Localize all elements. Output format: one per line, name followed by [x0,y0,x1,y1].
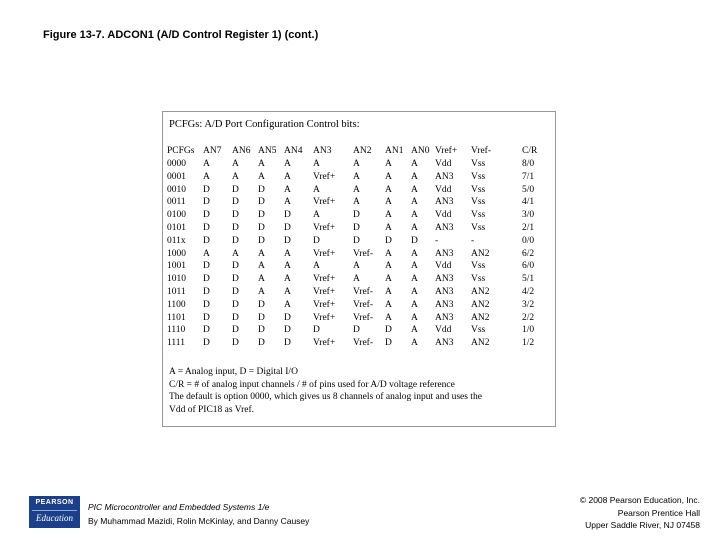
table-cell: A [385,299,392,310]
table-cell: D [232,312,239,323]
table-cell: D [203,274,210,285]
table-cell: A [313,210,320,221]
table-cell: A [284,184,291,195]
table-cell: Vss [471,184,486,195]
table-cell: D [232,210,239,221]
table-cell: A [313,159,320,169]
pearson-logo [29,496,80,528]
table-row [167,184,548,197]
table-row [167,273,548,286]
table-cell: D [353,210,360,221]
table-cell: Vss [471,325,486,336]
table-cell: AN3 [435,248,454,259]
table-cell: D [284,210,291,221]
table-cell: 0100 [167,210,186,221]
table-cell: AN2 [471,338,490,349]
table-row [167,209,548,222]
table-cell: A [353,171,360,182]
table-cell: D [258,299,265,310]
table-cell: AN3 [435,338,454,349]
table-cell: 2/2 [522,312,535,323]
table-cell: D [203,299,210,310]
table-cell: A [411,312,418,323]
table-cell: A [284,299,291,310]
table-cell: D [232,325,239,336]
table-cell: A [411,171,418,182]
publisher-line: Pearson Prentice Hall [617,507,700,518]
note-line: A = Analog input, D = Digital I/O [169,367,298,377]
table-cell: D [284,222,291,233]
table-cell: Vref- [353,312,373,323]
column-header: PCFGs [167,146,195,157]
table-cell: A [385,274,392,285]
book-title: PIC Microcontroller and Embedded Systems 1/e [88,502,270,512]
table-cell: 4/1 [522,197,535,208]
table-cell: A [411,325,418,336]
table-cell: D [411,235,418,246]
table-row [167,260,548,273]
table-cell: 1110 [167,325,186,336]
table-cell: D [203,338,210,349]
table-cell: A [232,248,239,259]
table-cell: D [385,325,392,336]
table-cell: D [232,286,239,297]
table-cell: 2/1 [522,222,535,233]
table-cell: D [313,235,320,246]
table-cell: 0/0 [522,235,535,246]
table-cell: A [353,197,360,208]
logo-text-bottom: Education [36,513,73,523]
table-cell: A [411,248,418,259]
table-cell: Vss [471,261,486,272]
table-cell: A [203,171,210,182]
table-cell: 1101 [167,312,186,323]
table-cell: D [232,338,239,349]
table-cell: 0010 [167,184,186,195]
figure-panel [162,111,556,427]
table-cell: D [353,222,360,233]
table-row [167,337,548,350]
table-cell: 1011 [167,286,186,297]
table-cell: A [284,248,291,259]
table-cell: A [313,184,320,195]
table-cell: A [203,248,210,259]
table-cell: AN3 [435,312,454,323]
table-cell: 0011 [167,197,186,208]
table-cell: Vref+ [313,338,336,349]
table-cell: D [203,197,210,208]
column-header: AN6 [232,146,251,157]
table-cell: 5/1 [522,274,535,285]
table-cell: 1/0 [522,325,535,336]
table-cell: A [284,197,291,208]
table-row [167,324,548,337]
table-cell: A [258,261,265,272]
table-cell: 0101 [167,222,186,233]
pcfg-body [167,158,548,350]
table-cell: D [232,261,239,272]
table-cell: D [313,325,320,336]
table-cell: D [258,325,265,336]
column-header: AN5 [258,146,277,157]
table-cell: D [385,338,392,349]
column-header: C/R [522,146,538,157]
table-row [167,171,548,184]
table-cell: 5/0 [522,184,535,195]
table-cell: A [258,159,265,169]
table-cell: A [411,286,418,297]
table-cell: AN3 [435,222,454,233]
table-cell: D [385,235,392,246]
table-cell: AN3 [435,197,454,208]
figure-heading: PCFGs: A/D Port Configuration Control bits: [169,119,360,130]
table-cell: D [353,325,360,336]
table-cell: D [284,338,291,349]
table-cell: Vdd [435,325,452,336]
column-header: AN1 [385,146,404,157]
table-cell: D [203,286,210,297]
table-cell: A [353,184,360,195]
table-cell: D [203,222,210,233]
table-cell: 4/2 [522,286,535,297]
table-cell: A [258,248,265,259]
table-cell: Vref+ [313,299,336,310]
copyright-block [580,494,700,532]
table-cell: A [203,159,210,169]
note-line: C/R = # of analog input channels / # of pins used for A/D voltage reference [169,379,455,390]
table-cell: A [258,171,265,182]
table-cell: AN3 [435,286,454,297]
table-row [167,196,548,209]
table-cell: A [284,159,291,169]
table-cell: A [385,261,392,272]
table-cell: 1000 [167,248,186,259]
table-cell: D [258,184,265,195]
slide-title: Figure 13-7. ADCON1 (A/D Control Register 1) (cont.) [43,29,319,41]
table-cell: 0000 [167,159,186,169]
table-cell: AN3 [435,171,454,182]
table-cell: 7/1 [522,171,535,182]
table-cell: 011x [167,235,186,246]
column-header: AN3 [313,146,332,157]
book-authors: By Muhammad Mazidi, Rolin McKinlay, and Danny Causey [88,516,310,526]
table-cell: D [232,235,239,246]
table-cell: Vss [471,222,486,233]
table-cell: A [411,274,418,285]
table-cell: D [203,312,210,323]
table-cell: - [471,235,475,246]
table-cell: D [284,325,291,336]
table-cell: Vdd [435,159,452,169]
table-cell: Vref- [353,286,373,297]
table-cell: D [258,338,265,349]
table-row [167,299,548,312]
table-cell: Vdd [435,261,452,272]
table-cell: Vref- [353,338,373,349]
table-cell: A [353,261,360,272]
table-cell: A [284,286,291,297]
table-cell: D [232,184,239,195]
table-cell: A [232,171,239,182]
table-row [167,235,548,248]
table-cell: D [284,235,291,246]
column-header: Vref+ [435,146,458,157]
table-cell: Vref+ [313,274,336,285]
table-cell: A [284,261,291,272]
table-cell: Vdd [435,210,452,221]
table-cell: A [385,184,392,195]
table-cell: D [258,312,265,323]
table-cell: A [313,261,320,272]
table-cell: D [258,210,265,221]
table-cell: D [232,197,239,208]
table-cell: A [411,184,418,195]
pcfg-header [167,145,548,158]
table-cell: A [411,210,418,221]
table-cell: 1010 [167,274,186,285]
table-cell: D [353,235,360,246]
table-cell: Vss [471,171,486,182]
table-cell: 8/0 [522,159,535,169]
table-cell: Vref+ [313,248,336,259]
table-cell: D [232,299,239,310]
table-cell: Vss [471,274,486,285]
table-cell: D [203,210,210,221]
column-header: AN2 [353,146,372,157]
table-cell: D [203,261,210,272]
table-cell: D [258,197,265,208]
table-cell: A [411,299,418,310]
table-cell: Vref+ [313,171,336,182]
figure-notes [169,366,549,416]
table-cell: A [258,286,265,297]
table-cell: A [411,261,418,272]
table-cell: AN2 [471,312,490,323]
table-cell: A [353,274,360,285]
table-cell: D [203,235,210,246]
copyright-line: © 2008 Pearson Education, Inc. [579,495,700,505]
table-row [167,158,548,171]
table-cell: AN2 [471,286,490,297]
table-cell: Vss [471,159,486,169]
book-credit [88,500,309,528]
column-header: Vref- [471,146,491,157]
note-line: The default is option 0000, which gives us 8 channels of analog input and uses the [169,392,482,402]
location-line: Upper Saddle River, NJ 07458 [585,520,700,530]
table-row [167,222,548,235]
table-cell: A [411,338,418,349]
note-line: Vdd of PIC18 as Vref. [169,404,255,415]
table-cell: Vref- [353,299,373,310]
table-cell: A [411,197,418,208]
table-cell: 1001 [167,261,186,272]
table-cell: A [411,159,418,169]
table-cell: A [385,197,392,208]
table-cell: A [385,222,392,233]
table-cell: 6/0 [522,261,535,272]
table-cell: D [232,222,239,233]
table-cell: A [232,159,239,169]
table-cell: - [435,235,439,246]
table-cell: Vref+ [313,197,336,208]
column-header: AN0 [411,146,430,157]
table-cell: A [385,210,392,221]
table-cell: 1/2 [522,338,535,349]
table-cell: A [385,286,392,297]
table-cell: D [258,222,265,233]
table-cell: A [284,274,291,285]
table-cell: D [232,274,239,285]
table-cell: A [385,312,392,323]
table-cell: Vss [471,210,486,221]
table-cell: 3/0 [522,210,535,221]
table-cell: A [284,171,291,182]
table-cell: 3/2 [522,299,535,310]
logo-text-top: PEARSON [35,499,74,506]
table-cell: D [203,184,210,195]
table-cell: A [385,248,392,259]
table-cell: A [411,222,418,233]
table-cell: AN3 [435,299,454,310]
pcfg-table [167,145,548,350]
table-cell: A [353,159,360,169]
table-cell: Vdd [435,184,452,195]
table-cell: Vss [471,197,486,208]
table-cell: Vref+ [313,286,336,297]
table-cell: A [385,171,392,182]
table-cell: 1111 [167,338,185,349]
table-cell: 0001 [167,171,186,182]
table-cell: 1100 [167,299,186,310]
table-cell: AN3 [435,274,454,285]
table-cell: Vref+ [313,222,336,233]
table-row [167,286,548,299]
table-cell: D [284,312,291,323]
table-cell: 6/2 [522,248,535,259]
table-cell: Vref+ [313,312,336,323]
table-row [167,248,548,261]
column-header: AN4 [284,146,303,157]
logo-divider [32,510,77,511]
table-cell: D [203,325,210,336]
table-cell: AN2 [471,248,490,259]
table-row [167,312,548,325]
table-cell: AN2 [471,299,490,310]
column-header: AN7 [203,146,222,157]
table-cell: Vref- [353,248,373,259]
table-cell: D [258,235,265,246]
table-cell: A [385,159,392,169]
table-cell: A [258,274,265,285]
